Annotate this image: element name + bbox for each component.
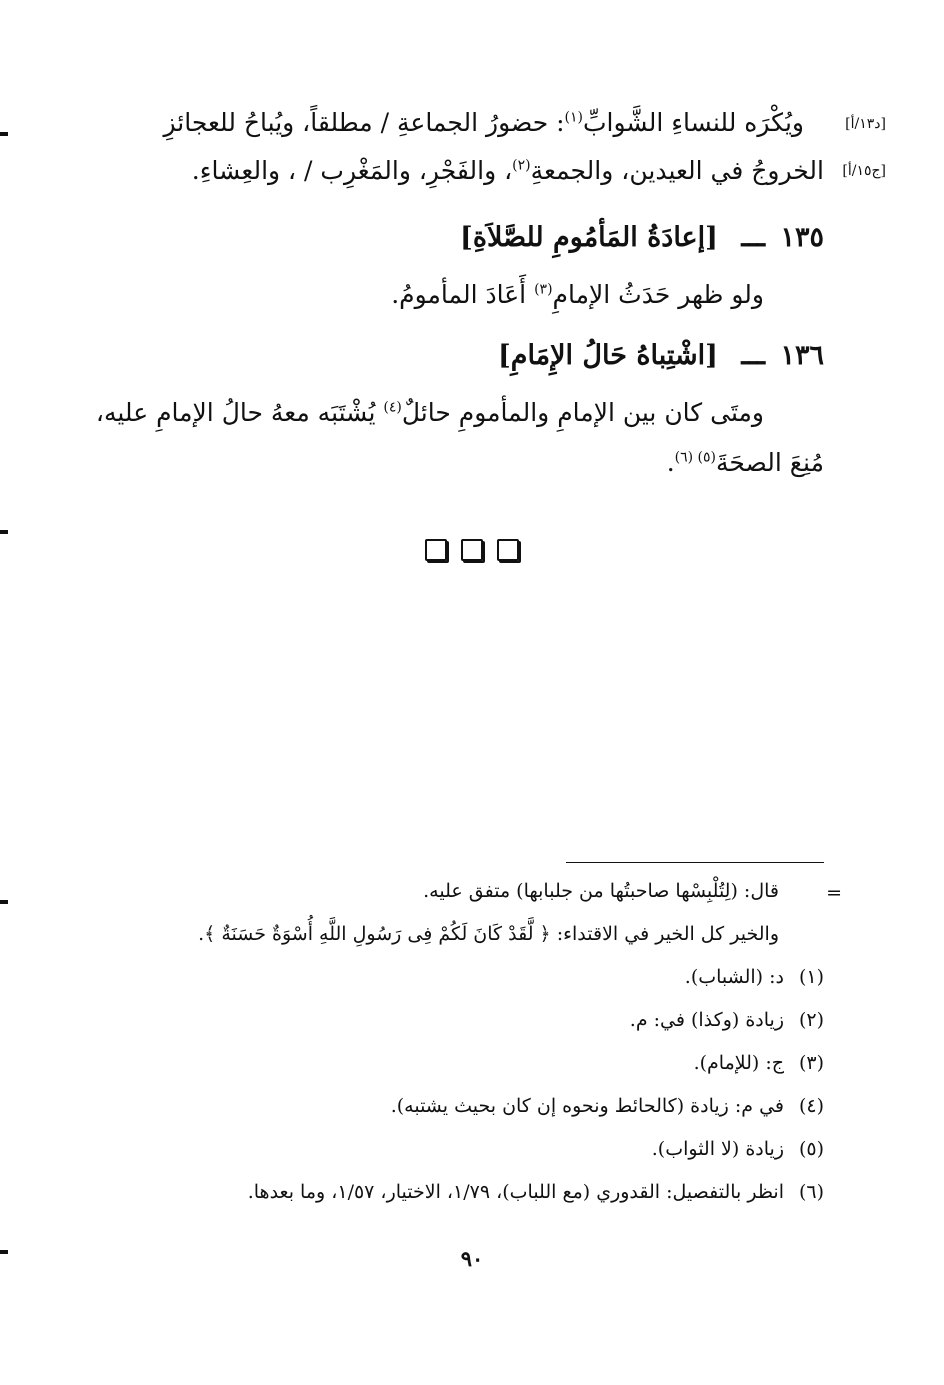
footnote-item [391,1095,824,1117]
footnote-separator [566,862,824,863]
margin-reference: [د١٣/أ] [845,116,886,132]
footnote-number: (١) [798,966,824,988]
square-ornament-icon [425,539,447,561]
footnote-number: (٥) [798,1138,824,1160]
section-number: ١٣٥ [780,222,824,253]
section-135-text: ولو ظهر حَدَثُ الإمامِ$^{(٣)}$ أَعَادَ المأمومُ. [391,280,764,309]
footnote-continuation-line: قال: (لِتُلْبِسْها صاحبتُها من جلبابها) متفق عليه. [423,880,779,902]
scan-mark [0,900,8,904]
section-dash: ـــ [741,340,766,371]
footnote-marker[interactable]: (٣) [534,281,553,298]
section-heading-135 [460,222,824,253]
margin-reference: [ج١٥/أ] [842,163,886,179]
footnote-text: انظر بالتفصيل: القدوري (مع اللباب)، ١/٧٩، الاختيار، ١/٥٧، وما بعدها. [247,1181,784,1203]
footnote-item [685,966,824,988]
footnote-text: زيادة (وكذا) في: م. [629,1009,784,1031]
footnote-marker[interactable]: (١) [564,109,583,126]
section-dash: ـــ [741,222,766,253]
section-136-line-2: مُنِعَ الصحَةَ$^{(٥) (٦)}$. [666,448,824,477]
page-number: ٩٠ [460,1246,484,1271]
footnote-number: (٢) [798,1009,824,1031]
section-title: [إعادَةُ المَأمُومِ للصَّلاَةِ] [460,222,718,253]
scan-mark [0,530,8,534]
footnote-text: زيادة (لا الثواب). [651,1138,784,1160]
footnote-number: (٤) [798,1095,824,1117]
footnote-continuation-mark: = [826,882,842,904]
section-number: ١٣٦ [780,340,824,371]
section-136-line-1: ومتَى كان بين الإمامِ والمأمومِ حائلٌ$^{(٤)}$ يُشْتَبَه معهُ حالُ الإمامِ عليه، [95,398,764,427]
footnote-marker[interactable]: (٤) [383,399,402,416]
footnote-number: (٣) [798,1052,824,1074]
scan-mark [0,132,8,136]
footnote-item [630,1009,824,1031]
footnote-marker[interactable]: (٢) [512,157,531,174]
footnote-marker[interactable]: (٥) (٦) [674,449,717,466]
section-title: [اشْتِباهُ حَالُ الإِمَامِ] [497,340,718,371]
footnote-item [652,1138,824,1160]
footnote-text: د: (الشباب). [684,966,784,988]
footnote-item [694,1052,824,1074]
footnote-continuation-line: والخير كل الخير في الاقتداء: ﴿ لَّقَدْ كَانَ لَكُمْ فِى رَسُولِ اللَّهِ أُسْوَةٌ حَسَنَةٌ ﴾. [198,923,779,945]
footnote-item [248,1181,824,1203]
footnote-text: ج: (للإمام). [693,1052,784,1074]
intro-line-1: ويُكْرَه للنساءِ الشَّوابِّ$^{(١)}$: حضورُ الجماعةِ / مطلقاً، ويُباحُ للعجائزِ [163,108,804,137]
intro-line-2: الخروجُ في العيدين، والجمعةِ$^{(٢)}$، والفَجْرِ، والمَغْرِب / ، والعِشاءِ. [191,156,824,185]
section-end-ornament [0,539,944,565]
square-ornament-icon [497,539,519,561]
section-heading-136 [498,340,824,371]
footnote-number: (٦) [798,1181,824,1203]
square-ornament-icon [461,539,483,561]
footnote-text: في م: زيادة (كالحائط ونحوه إن كان بحيث يشتبه). [390,1095,784,1117]
